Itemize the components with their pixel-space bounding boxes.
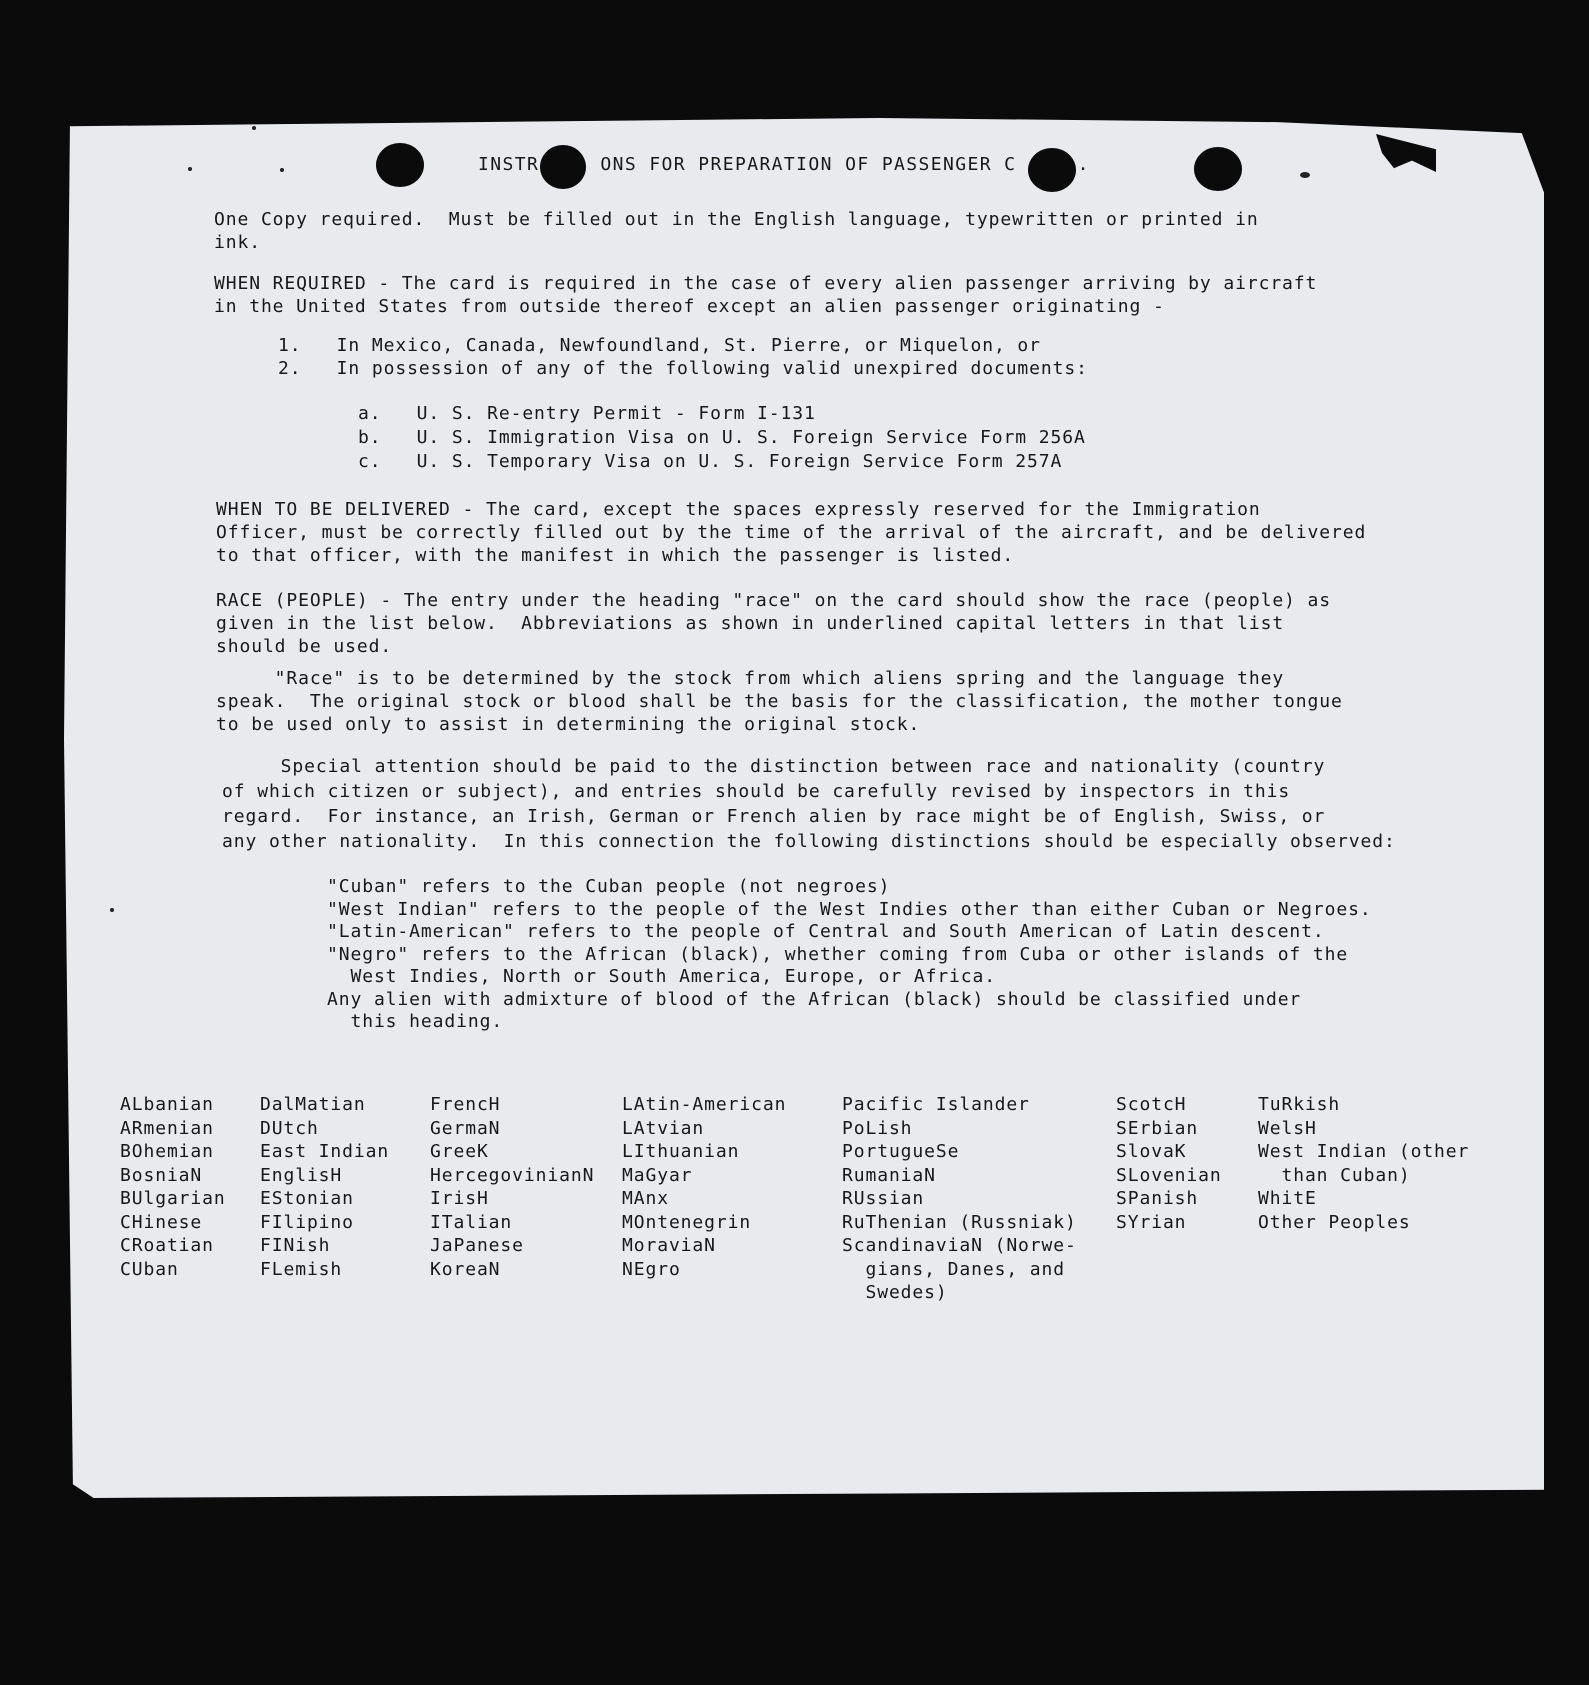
speck (252, 126, 256, 130)
race-entry: BUlgarian (120, 1188, 226, 1209)
race-entry: MOntenegrin (622, 1211, 752, 1233)
race-definition-paragraph: "Race" is to be determined by the stock from which aliens spring and the language they speak. The original stock or blood shall be the basis for the classification, the mother tongue to be used only to assist in determining the original stock. (216, 668, 1343, 735)
race-entry: RumaniaN (842, 1164, 936, 1186)
speck (280, 168, 284, 172)
punch-hole (376, 143, 424, 187)
race-entry: GermaN (430, 1117, 501, 1139)
race-entry: BosniaN (120, 1164, 203, 1186)
copy-requirement-paragraph: One Copy required. Must be filled out in the English language, typewritten or printed in ink. (214, 209, 1259, 253)
distinctions-list: "Cuban" refers to the Cuban people (not negroes) "West Indian" refers to the people of the West Indies other than either Cuban or Negroes. "Latin-American" refers to the people of Central and South American of Latin descent. "Negro" refers to the African (black), whether coming from Cuba or other islands of the West Indies, North or South America, Europe, or Africa. Any alien with admixture of blood of the African (black) should be classified under this heading. (327, 876, 1372, 1032)
race-entry: DalMatian (260, 1094, 366, 1115)
race-list-column-6 (1116, 1093, 1222, 1234)
race-entry: Swedes) (842, 1282, 948, 1303)
race-list-column-4 (622, 1093, 786, 1281)
race-entry: JaPanese (430, 1235, 524, 1256)
race-entry: FLemish (260, 1258, 343, 1280)
race-entry: gians, Danes, and (842, 1258, 1066, 1280)
when-required-paragraph: WHEN REQUIRED - The card is required in the case of every alien passenger arriving by aircraft in the United States from outside thereof except an alien passenger originating - (214, 273, 1318, 317)
race-list-column-1 (120, 1093, 226, 1281)
race-list-column-3 (430, 1093, 594, 1281)
exception-conditions-list: 1. In Mexico, Canada, Newfoundland, St. Pierre, or Miquelon, or 2. In possession of any of the following valid unexpired documents: (278, 335, 1088, 379)
race-list-column-5 (842, 1093, 1077, 1305)
race-entry: EStonian (260, 1188, 354, 1209)
race-entry: Pacific Islander (842, 1094, 1030, 1115)
race-people-paragraph: RACE (PEOPLE) - The entry under the heading "race" on the card should show the race (people) as given in the list below. Abbreviations as shown in underlined capital letters in that list should be used. (216, 590, 1332, 657)
race-list-column-2 (260, 1093, 389, 1281)
race-entry: LAtin-American (622, 1094, 787, 1115)
race-entry: RUssian (842, 1188, 925, 1209)
race-entry: CUban (120, 1258, 179, 1280)
race-entry: than Cuban) (1258, 1164, 1411, 1186)
race-entry: ScotcH (1116, 1094, 1187, 1115)
document-title: INSTR ONS FOR PREPARATION OF PASSENGER C . (478, 154, 1090, 175)
race-entry: KoreaN (430, 1258, 501, 1280)
race-entry: PoLish (842, 1117, 913, 1139)
speck (188, 167, 192, 171)
race-entry: BOhemian (120, 1141, 214, 1162)
race-entry: CHinese (120, 1211, 203, 1233)
race-entry: LIthuanian (622, 1141, 740, 1162)
race-entry: DUtch (260, 1117, 319, 1139)
race-entry: ScandinaviaN (Norwe- (842, 1235, 1077, 1256)
race-entry: East Indian (260, 1141, 390, 1162)
race-entry: FINish (260, 1235, 331, 1256)
valid-documents-list: a. U. S. Re-entry Permit - Form I-131 b. U. S. Immigration Visa on U. S. Foreign Service Form 256A c. U. S. Temporary Visa on U. S. Foreign Service Form 257A (358, 403, 1086, 472)
race-entry: HercegovinianN (430, 1164, 595, 1186)
speck (110, 908, 114, 912)
special-attention-paragraph: Special attention should be paid to the distinction between race and nationality (country of which citizen or subject), and entries should be carefully revised by inspectors in this regard. For instance, an Irish, German or French alien by race might be of English, Swiss, or any other nationality. In this connection the following distinctions should be especially observed: (222, 756, 1396, 852)
race-entry: MAnx (622, 1188, 669, 1209)
race-entry: SErbian (1116, 1117, 1199, 1139)
race-entry: WhitE (1258, 1188, 1317, 1209)
race-entry: EnglisH (260, 1164, 343, 1186)
race-entry: FrencH (430, 1094, 501, 1115)
race-entry: SYrian (1116, 1211, 1187, 1233)
race-entry: ALbanian (120, 1094, 214, 1115)
race-entry: Other Peoples (1258, 1211, 1411, 1233)
race-entry: RuThenian (Russniak) (842, 1211, 1077, 1233)
race-entry: IrisH (430, 1188, 489, 1209)
race-entry: LAtvian (622, 1117, 705, 1139)
race-entry: CRoatian (120, 1235, 214, 1256)
speck (1300, 172, 1310, 178)
race-entry: MoraviaN (622, 1235, 716, 1256)
race-entry: PortugueSe (842, 1141, 960, 1162)
race-entry: WelsH (1258, 1117, 1317, 1139)
race-entry: SPanish (1116, 1188, 1199, 1209)
race-entry: ARmenian (120, 1117, 214, 1139)
race-entry: FIlipino (260, 1211, 354, 1233)
punch-hole (1194, 147, 1242, 191)
race-entry: NEgro (622, 1258, 681, 1280)
race-entry: ITalian (430, 1211, 513, 1233)
race-list-column-7 (1258, 1093, 1469, 1234)
race-entry: GreeK (430, 1141, 489, 1162)
race-entry: TuRkish (1258, 1094, 1341, 1115)
when-delivered-paragraph: WHEN TO BE DELIVERED - The card, except the spaces expressly reserved for the Immigration Officer, must be correctly filled out by the time of the arrival of the aircraft, and be delivered to that officer, with the manifest in which the passenger is listed. (216, 499, 1367, 566)
race-entry: SlovaK (1116, 1141, 1187, 1162)
faint-bleedthrough-text (264, 1508, 1164, 1548)
race-entry: MaGyar (622, 1164, 693, 1186)
race-entry: SLovenian (1116, 1164, 1222, 1186)
race-entry: West Indian (other (1258, 1141, 1470, 1162)
